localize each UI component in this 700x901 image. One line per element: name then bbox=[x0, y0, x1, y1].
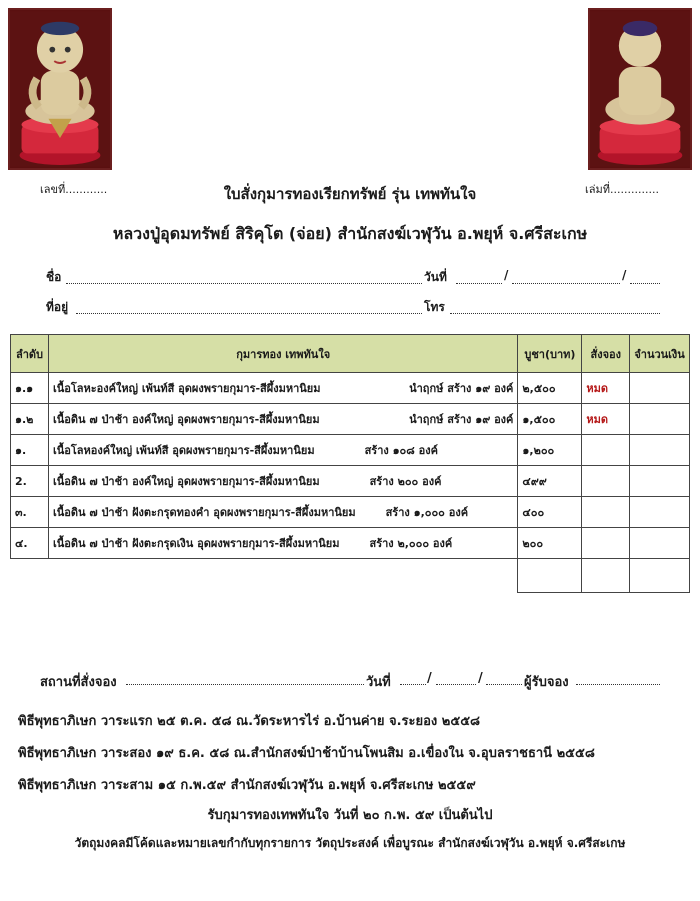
document-number-label: เลขที่............ bbox=[40, 183, 108, 196]
row-item bbox=[48, 404, 517, 435]
row-item bbox=[48, 528, 517, 559]
row-booking-cell[interactable] bbox=[582, 466, 630, 497]
total-row bbox=[11, 559, 690, 593]
booking-year-field[interactable] bbox=[486, 684, 522, 685]
header-amount: จำนวนเงิน bbox=[630, 335, 690, 373]
booking-slash-2: / bbox=[478, 671, 483, 686]
booking-place-field[interactable] bbox=[126, 684, 364, 685]
item-qty: สร้าง ๑๐๘ องค์ bbox=[364, 444, 438, 457]
date-month-field[interactable] bbox=[512, 283, 620, 284]
row-amount-cell[interactable] bbox=[630, 528, 690, 559]
phone-label: โทร bbox=[424, 300, 445, 314]
row-amount-cell[interactable] bbox=[630, 435, 690, 466]
ceremony-third: พิธีพุทธาภิเษก วาระสาม ๑๕ ก.พ.๕๙ สำนักสงฆ์เวฬุวัน อ.พยุห์ จ.ศรีสะเกษ ๒๕๕๙ bbox=[18, 778, 476, 793]
table-row bbox=[11, 373, 690, 404]
row-status-badge: หมด bbox=[582, 373, 630, 404]
receiver-label: ผู้รับจอง bbox=[524, 675, 569, 690]
purpose-note: วัตถุมงคลมีโค้ดและหมายเลขกำกับทุกรายการ วัตถุประสงค์ เพื่อบูรณะ สำนักสงฆ์เวฬุวัน อ.พยุห์ จ.ศรีสะเกษ bbox=[74, 836, 626, 850]
table-row bbox=[11, 466, 690, 497]
total-booking-cell[interactable] bbox=[582, 559, 630, 593]
date-label: วันที่ bbox=[424, 270, 447, 284]
total-price-cell[interactable] bbox=[518, 559, 582, 593]
item-desc: เนื้อโลหองค์ใหญ่ เพ้นท์สี อุดผงพรายกุมาร-สีผึ้งมหานิยม bbox=[52, 444, 315, 457]
row-number: ๑. bbox=[11, 435, 49, 466]
pickup-date: รับกุมารทองเทพทันใจ วันที่ ๒๐ ก.พ. ๕๙ เป็นต้นไป bbox=[207, 808, 493, 823]
booking-date-label: วันที่ bbox=[366, 675, 391, 690]
phone-field[interactable] bbox=[450, 313, 660, 314]
booking-slash-1: / bbox=[427, 671, 432, 686]
order-table bbox=[10, 334, 690, 593]
receiver-field[interactable] bbox=[576, 684, 660, 685]
date-slash-2: / bbox=[622, 268, 627, 282]
address-field[interactable] bbox=[76, 313, 422, 314]
item-qty: นำฤกษ์ สร้าง ๑๙ องค์ bbox=[409, 382, 514, 395]
table-row bbox=[11, 497, 690, 528]
booking-place-label: สถานที่สั่งจอง bbox=[40, 675, 117, 690]
booking-day-field[interactable] bbox=[400, 684, 426, 685]
row-booking-cell[interactable] bbox=[582, 497, 630, 528]
name-field[interactable] bbox=[66, 283, 422, 284]
row-booking-cell[interactable] bbox=[582, 528, 630, 559]
address-label: ที่อยู่ bbox=[46, 300, 69, 314]
item-qty: สร้าง ๒๐๐ องค์ bbox=[369, 475, 442, 488]
ceremony-first: พิธีพุทธาภิเษก วาระแรก ๒๕ ต.ค. ๕๘ ณ.วัดระหารไร่ อ.บ้านค่าย จ.ระยอง ๒๕๕๘ bbox=[18, 714, 481, 729]
name-label: ชื่อ bbox=[46, 270, 62, 284]
table-row bbox=[11, 404, 690, 435]
amulet-front-photo bbox=[8, 8, 112, 170]
row-number: ๑.๑ bbox=[11, 373, 49, 404]
row-number: ๓. bbox=[11, 497, 49, 528]
header-order: ลำดับ bbox=[11, 335, 49, 373]
table-header-row bbox=[11, 335, 690, 373]
row-item bbox=[48, 466, 517, 497]
item-qty: นำฤกษ์ สร้าง ๑๙ องค์ bbox=[409, 413, 514, 426]
row-amount-cell[interactable] bbox=[630, 404, 690, 435]
header-price: บูชา(บาท) bbox=[518, 335, 582, 373]
row-item bbox=[48, 435, 517, 466]
ceremony-second: พิธีพุทธาภิเษก วาระสอง ๑๙ ธ.ค. ๕๘ ณ.สำนักสงฆ์ป่าช้าบ้านโพนสิม อ.เขื่องใน จ.อุบลราชธานี ๒๕๕๘ bbox=[18, 746, 595, 761]
row-price: ๔๙๙ bbox=[518, 466, 582, 497]
row-amount-cell[interactable] bbox=[630, 466, 690, 497]
book-number-label: เล่มที่.............. bbox=[585, 183, 659, 196]
row-item bbox=[48, 497, 517, 528]
booking-month-field[interactable] bbox=[436, 684, 476, 685]
row-price: ๒๐๐ bbox=[518, 528, 582, 559]
date-slash-1: / bbox=[504, 268, 509, 282]
item-desc: เนื้อดิน ๗ ป่าช้า องค์ใหญ่ อุดผงพรายกุมาร-สีผึ้งมหานิยม bbox=[52, 475, 320, 488]
header-booking: สั่งจอง bbox=[582, 335, 630, 373]
row-number: 2. bbox=[11, 466, 49, 497]
row-number: ๔. bbox=[11, 528, 49, 559]
row-amount-cell[interactable] bbox=[630, 373, 690, 404]
row-price: ๑,๕๐๐ bbox=[518, 404, 582, 435]
item-desc: เนื้อดิน ๗ ป่าช้า ฝังตะกรุดทองคำ อุดผงพรายกุมาร-สีผึ้งมหานิยม bbox=[52, 506, 356, 519]
row-booking-cell[interactable] bbox=[582, 435, 630, 466]
total-amount-cell[interactable] bbox=[630, 559, 690, 593]
amulet-back-photo bbox=[588, 8, 692, 170]
date-year-field[interactable] bbox=[630, 283, 660, 284]
form-title: ใบสั่งกุมารทองเรียกทรัพย์ รุ่น เทพทันใจ bbox=[223, 185, 477, 203]
row-number: ๑.๒ bbox=[11, 404, 49, 435]
item-desc: เนื้อดิน ๗ ป่าช้า องค์ใหญ่ อุดผงพรายกุมาร-สีผึ้งมหานิยม bbox=[52, 413, 320, 426]
row-price: ๔๐๐ bbox=[518, 497, 582, 528]
item-desc: เนื้อโลหะองค์ใหญ่ เพ้นท์สี อุดผงพรายกุมาร-สีผึ้งมหานิยม bbox=[52, 382, 321, 395]
item-qty: สร้าง ๑,๐๐๐ องค์ bbox=[385, 506, 469, 519]
row-price: ๑,๒๐๐ bbox=[518, 435, 582, 466]
item-qty: สร้าง ๒,๐๐๐ องค์ bbox=[369, 537, 453, 550]
row-item bbox=[48, 373, 517, 404]
row-amount-cell[interactable] bbox=[630, 497, 690, 528]
table-row bbox=[11, 528, 690, 559]
row-status-badge: หมด bbox=[582, 404, 630, 435]
table-row bbox=[11, 435, 690, 466]
item-desc: เนื้อดิน ๗ ป่าช้า ฝังตะกรุดเงิน อุดผงพรายกุมาร-สีผึ้งมหานิยม bbox=[52, 537, 340, 550]
form-subtitle: หลวงปู่อุดมทรัพย์ สิริคุโต (จ่อย) สำนักสงฆ์เวฬุวัน อ.พยุห์ จ.ศรีสะเกษ bbox=[112, 224, 588, 243]
date-day-field[interactable] bbox=[456, 283, 502, 284]
header-item: กุมารทอง เทพทันใจ bbox=[48, 335, 517, 373]
row-price: ๒,๕๐๐ bbox=[518, 373, 582, 404]
